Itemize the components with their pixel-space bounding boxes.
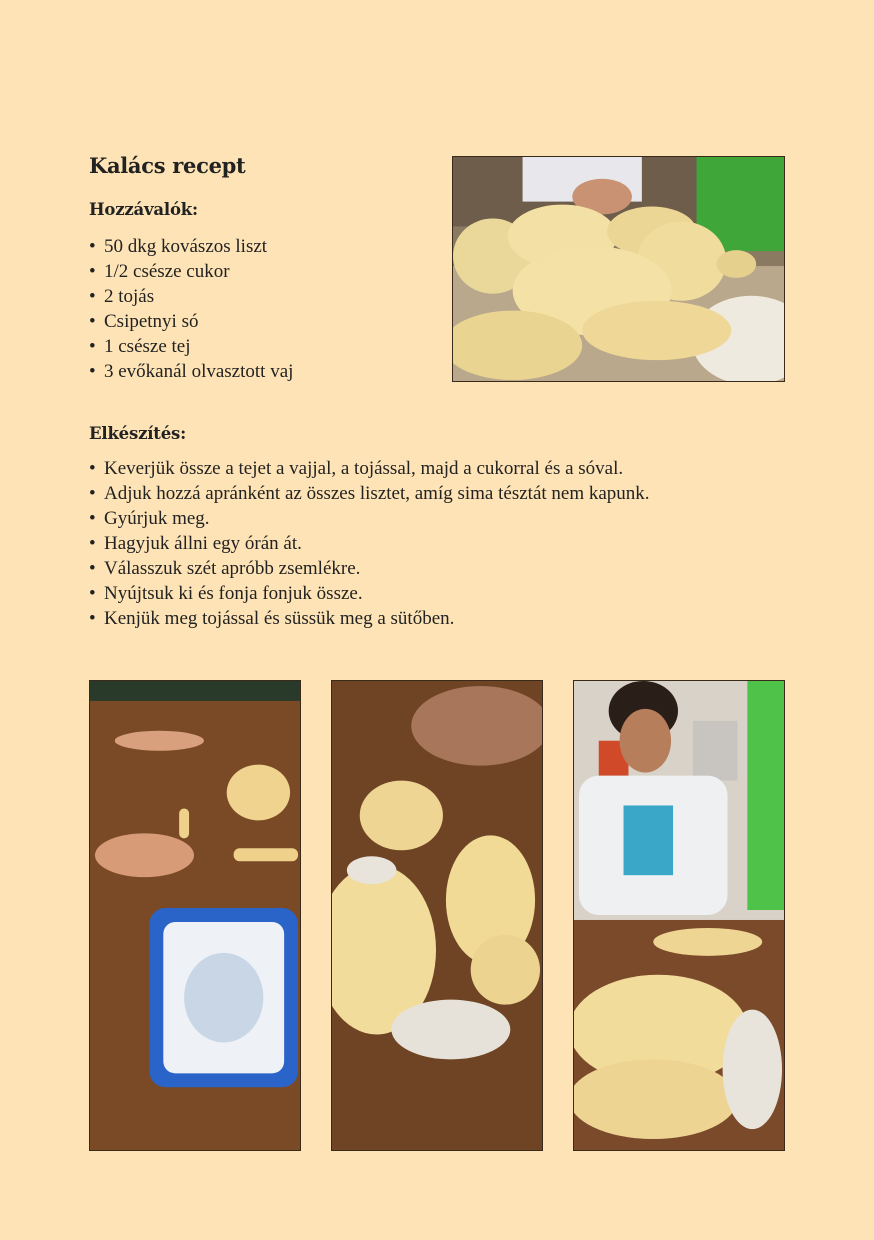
- preparation-step: • Hagyjuk állni egy órán át.: [89, 531, 650, 556]
- preparation-step: • Adjuk hozzá apránként az összes lisztet, amíg sima tésztát nem kapunk.: [89, 481, 650, 506]
- child-baking-photo: [573, 680, 785, 1151]
- ingredient-item: • 3 evőkanál olvasztott vaj: [89, 359, 293, 384]
- preparation-heading: Elkészítés:: [89, 424, 187, 443]
- ingredients-list: [89, 234, 293, 384]
- ingredient-item: • 50 dkg kovászos liszt: [89, 234, 293, 259]
- preparation-list: [89, 456, 650, 631]
- ingredient-item: • 2 tojás: [89, 284, 293, 309]
- preparation-step: • Kenjük meg tojással és süssük meg a sütőben.: [89, 606, 650, 631]
- preparation-step: • Keverjük össze a tejet a vajjal, a tojással, majd a cukorral és a sóval.: [89, 456, 650, 481]
- page-title: Kalács recept: [89, 153, 246, 178]
- ingredient-item: • Csipetnyi só: [89, 309, 293, 334]
- braiding-photo: [331, 680, 543, 1151]
- ingredient-item: • 1/2 csésze cukor: [89, 259, 293, 284]
- preparation-step: • Nyújtsuk ki és fonja fonjuk össze.: [89, 581, 650, 606]
- braided-dough-photo: [452, 156, 785, 382]
- preparation-step: • Válasszuk szét apróbb zsemlékre.: [89, 556, 650, 581]
- kneading-photo: [89, 680, 301, 1151]
- ingredient-item: • 1 csésze tej: [89, 334, 293, 359]
- preparation-step: • Gyúrjuk meg.: [89, 506, 650, 531]
- ingredients-heading: Hozzávalók:: [89, 200, 198, 219]
